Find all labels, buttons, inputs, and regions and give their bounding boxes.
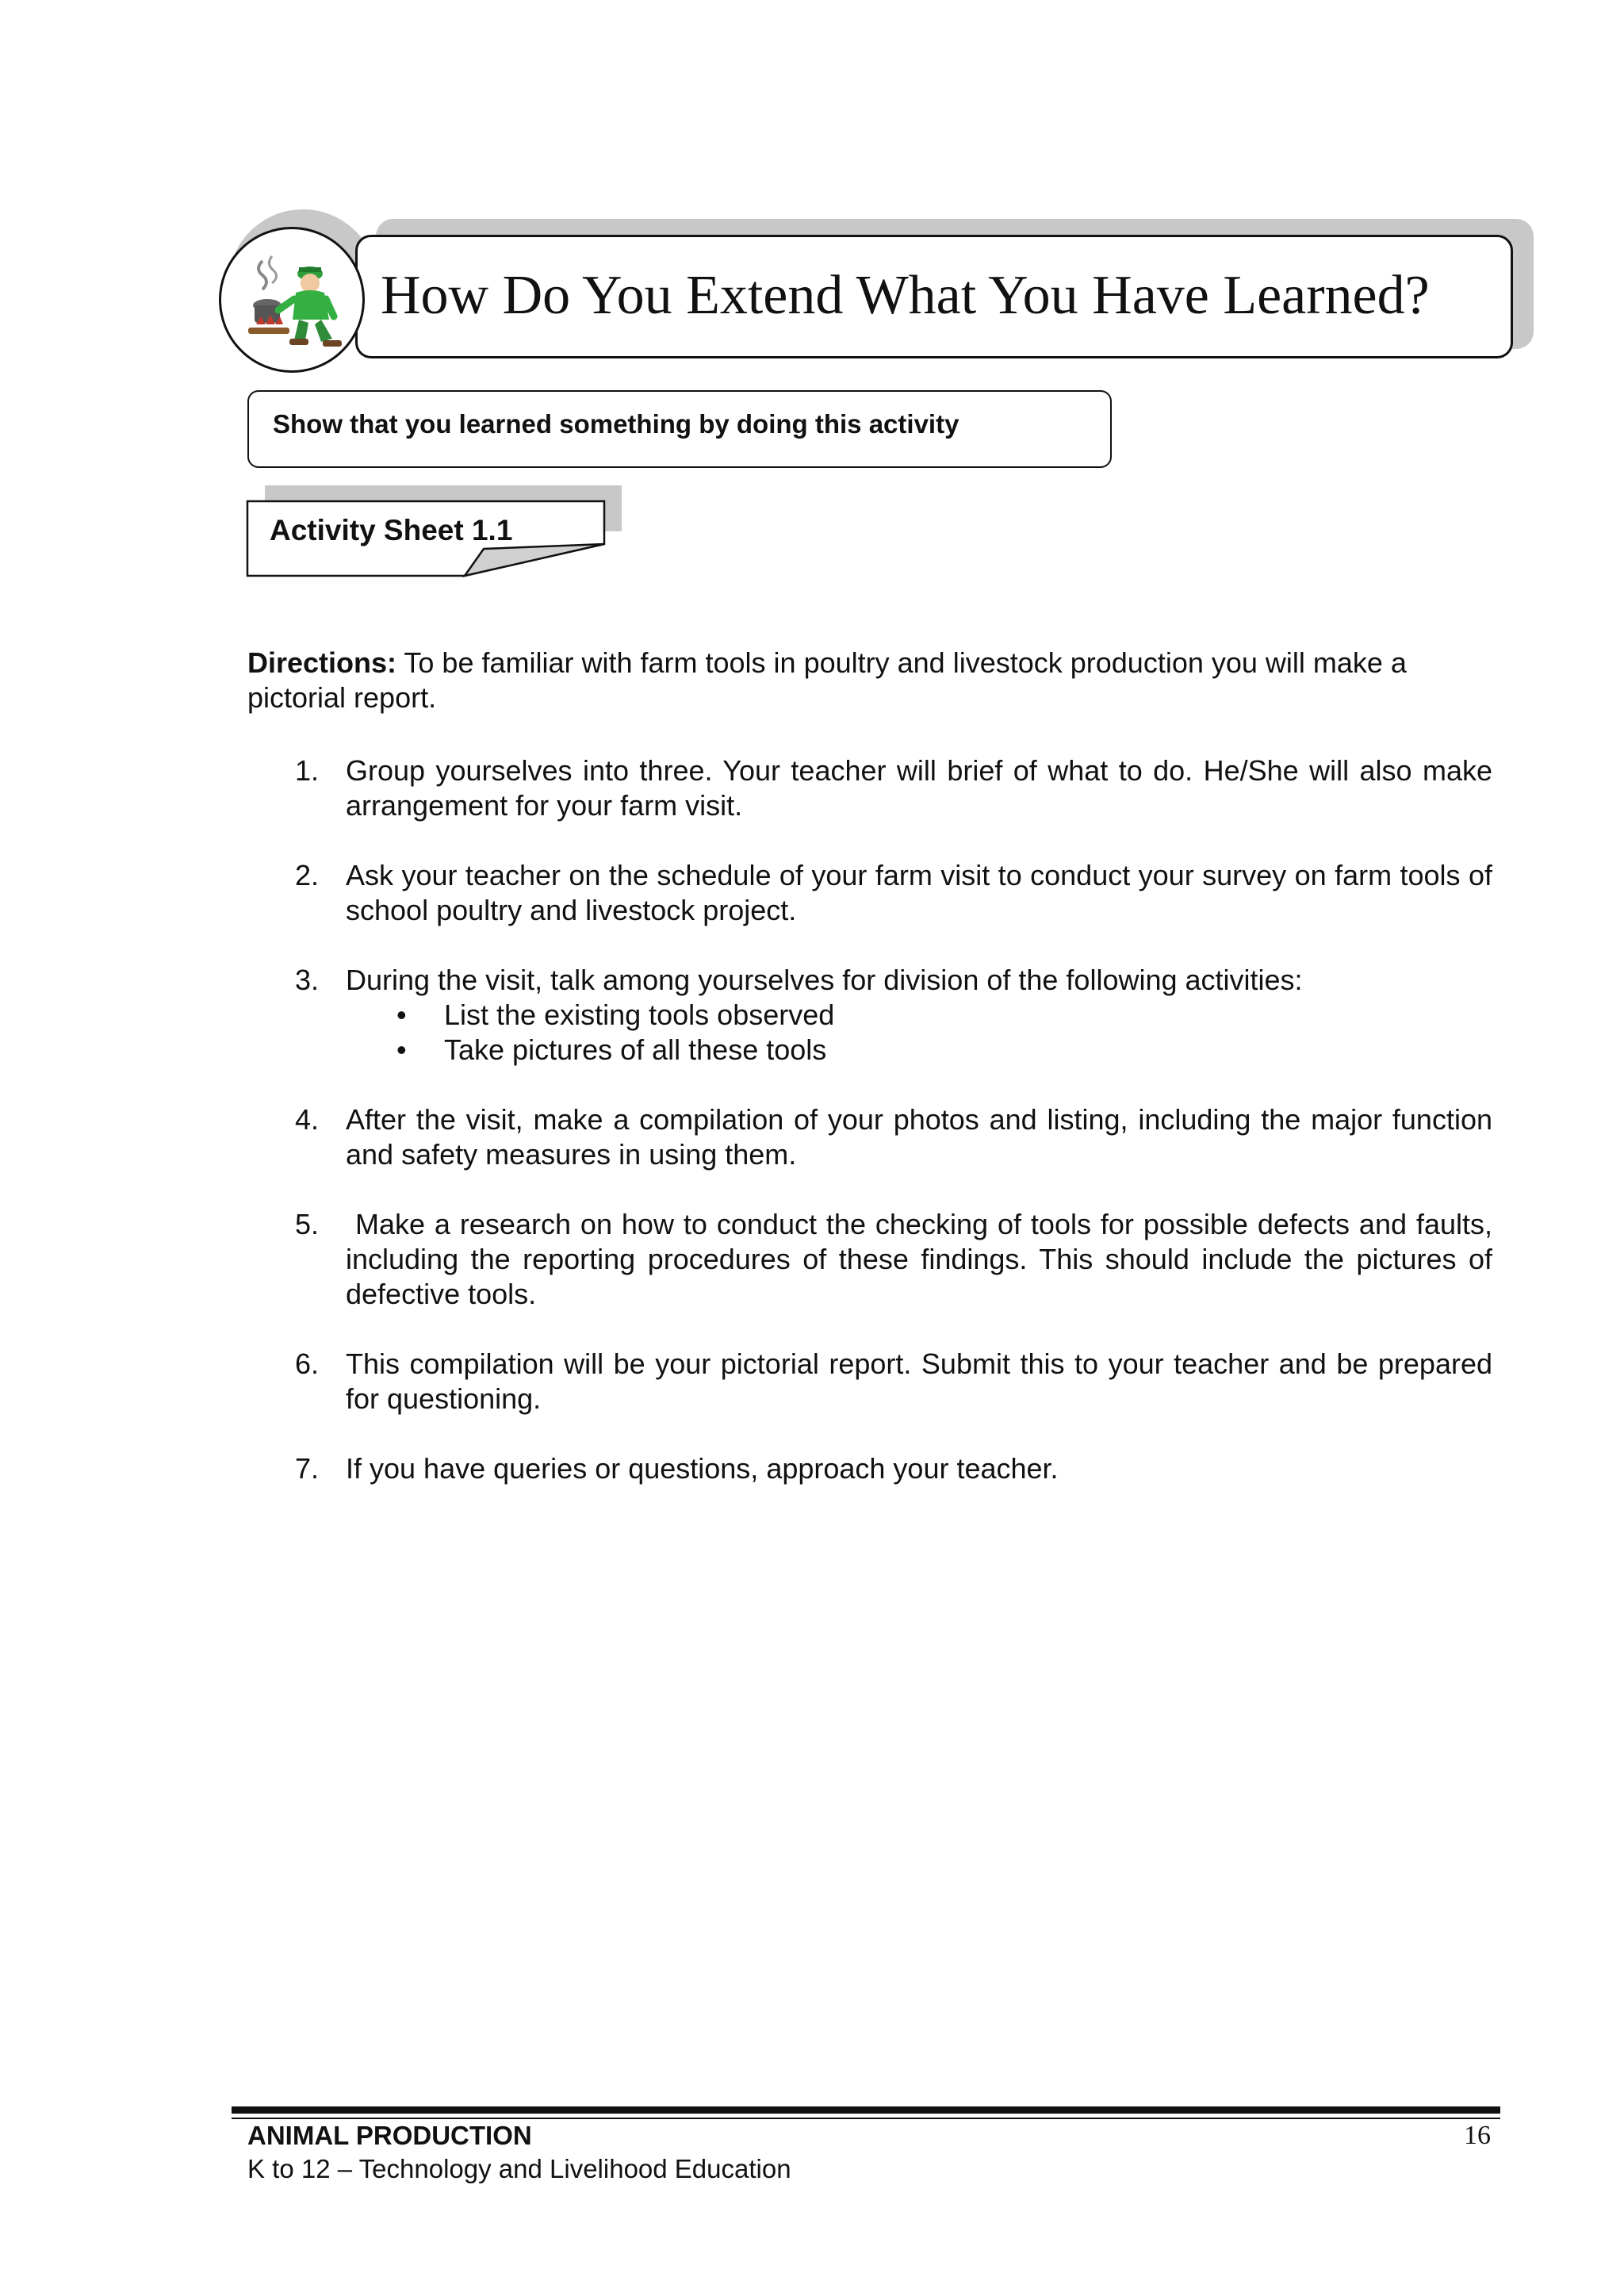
directions-label: Directions:	[247, 646, 397, 679]
step-text: After the visit, make a compilation of your photos and listing, including the major function and safety measures in using them.	[346, 1103, 1492, 1171]
step-number: 5.	[295, 1208, 320, 1240]
step-number: 6.	[295, 1347, 320, 1380]
bullet-text: List the existing tools observed	[444, 999, 835, 1031]
list-item	[247, 1102, 1492, 1172]
step-text: Group yourselves into three. Your teacher will brief of what to do. He/She will also make arrangement for your farm visit.	[346, 754, 1492, 822]
list-item	[247, 1451, 1492, 1486]
illustration-circle	[219, 227, 365, 373]
list-item	[247, 753, 1492, 823]
bullet-item	[346, 998, 1492, 1033]
farmer-with-pot-icon	[221, 229, 362, 370]
directions-paragraph	[247, 646, 1492, 715]
footer-title: ANIMAL PRODUCTION	[247, 2121, 532, 2150]
footer-rule-thin	[232, 2118, 1500, 2119]
bullet-icon: •	[396, 1033, 407, 1066]
page-number: 16	[1464, 2121, 1491, 2150]
instruction-text: Show that you learned something by doing this activity	[273, 409, 959, 439]
step-text: Make a research on how to conduct the checking of tools for possible defects and faults, including the reporting procedures of these findings. This should include the pictures of defective tools.	[346, 1208, 1501, 1310]
step-number: 7.	[295, 1452, 320, 1485]
bullet-item	[346, 1033, 1492, 1068]
step-text: This compilation will be your pictorial report. Submit this to your teacher and be prepared for questioning.	[346, 1347, 1492, 1415]
footer-rule-thick	[232, 2106, 1500, 2114]
step-text: Ask your teacher on the schedule of your farm visit to conduct your survey on farm tools of school poultry and livestock project.	[346, 859, 1492, 926]
step-text: If you have queries or questions, approach your teacher.	[346, 1452, 1059, 1485]
footer-subtitle: K to 12 – Technology and Livelihood Education	[247, 2154, 791, 2183]
step-number: 2.	[295, 859, 320, 891]
activity-sheet-label: Activity Sheet 1.1	[270, 514, 513, 546]
list-item	[247, 1207, 1501, 1312]
directions-text: To be familiar with farm tools in poultry and livestock production you will make a pictorial report.	[247, 646, 1407, 714]
step-number: 4.	[295, 1103, 320, 1136]
step-text: During the visit, talk among yourselves for division of the following activities:	[346, 964, 1303, 996]
step-number: 1.	[295, 754, 320, 787]
list-item	[247, 963, 1492, 1068]
list-item	[247, 1347, 1492, 1416]
bullet-text: Take pictures of all these tools	[444, 1033, 827, 1066]
step-number: 3.	[295, 964, 320, 996]
list-item	[247, 858, 1492, 928]
page-title: How Do You Extend What You Have Learned?	[381, 265, 1430, 326]
steps-list	[247, 753, 1501, 1521]
bullet-icon: •	[396, 999, 407, 1031]
sub-bullet-list	[346, 998, 1492, 1068]
